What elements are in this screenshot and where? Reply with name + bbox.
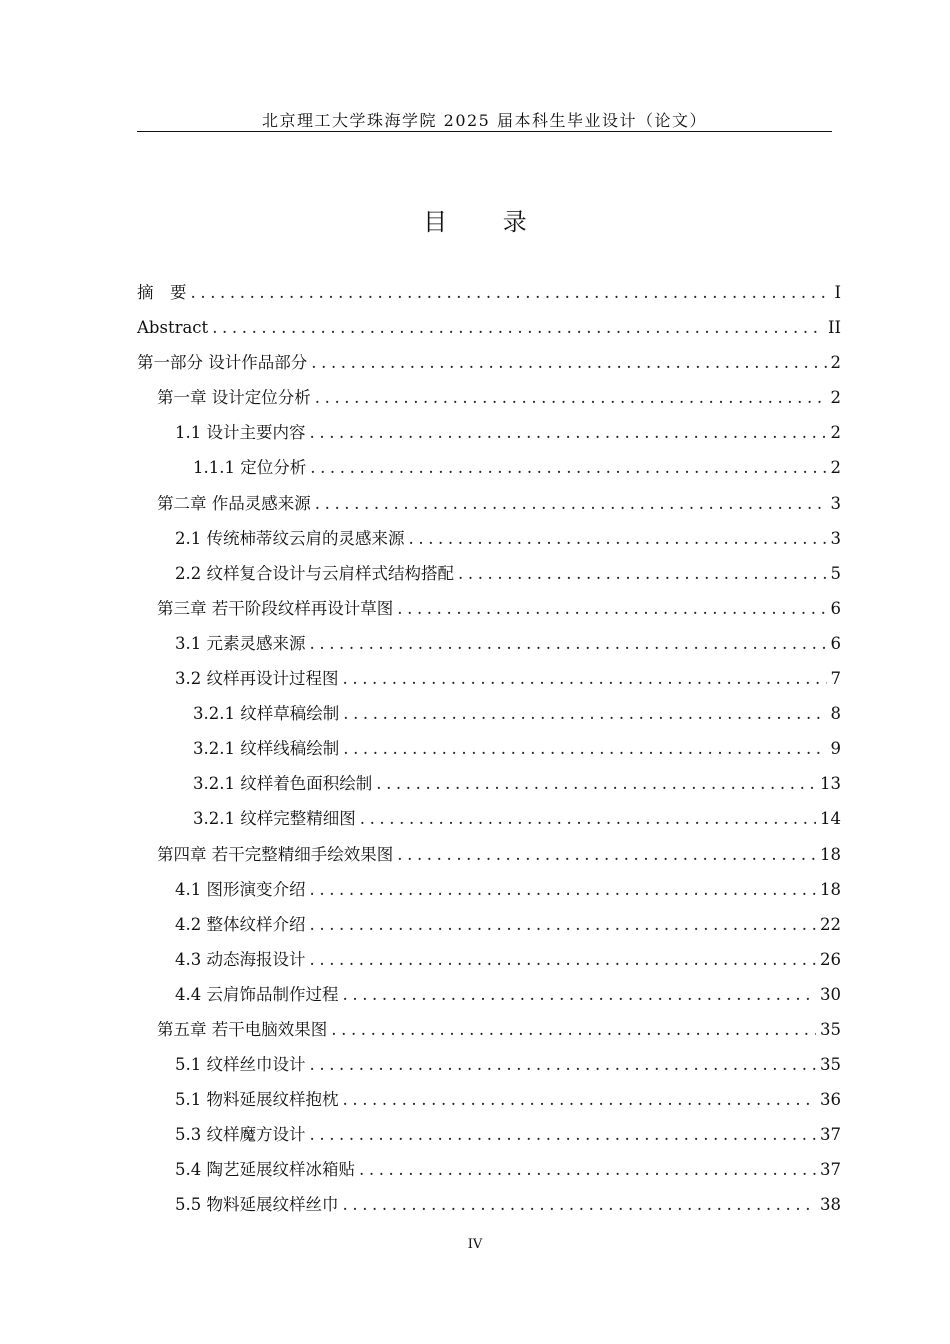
toc-entry-page: 2 xyxy=(830,423,841,443)
toc-entry[interactable] xyxy=(137,386,841,421)
dot-leader xyxy=(458,562,827,586)
toc-entry-page: 35 xyxy=(820,1055,841,1075)
toc-entry-page: 35 xyxy=(820,1019,841,1039)
toc-entry-page: 3 xyxy=(830,528,841,548)
toc-entry-label: 3.2 纹样再设计过程图 xyxy=(175,669,339,689)
toc-entry[interactable] xyxy=(137,281,841,316)
dot-leader xyxy=(409,527,827,551)
dot-leader xyxy=(343,667,827,691)
dot-leader xyxy=(343,1193,817,1217)
dot-leader xyxy=(315,386,827,410)
toc-entry[interactable] xyxy=(137,772,841,807)
toc-entry-label: 2.2 纹样复合设计与云肩样式结构搭配 xyxy=(175,563,454,583)
dot-leader xyxy=(310,1123,817,1147)
toc-entry-label: 3.2.1 纹样完整精细图 xyxy=(193,809,356,829)
toc-entry-label: 第三章 若干阶段纹样再设计草图 xyxy=(157,598,394,618)
header-rule xyxy=(137,131,832,132)
dot-leader xyxy=(310,948,817,972)
toc-entry-label: 4.1 图形演变介绍 xyxy=(175,879,306,899)
page-number: IV xyxy=(467,1237,483,1252)
toc-entry[interactable] xyxy=(137,807,841,842)
toc-entry-label: 第四章 若干完整精细手绘效果图 xyxy=(157,844,394,864)
toc-entry-label: 1.1 设计主要内容 xyxy=(175,423,306,443)
toc-entry[interactable] xyxy=(137,492,841,527)
toc-entry-label: 2.1 传统柿蒂纹云肩的灵感来源 xyxy=(175,528,405,548)
toc-entry-label: 5.4 陶艺延展纹样冰箱贴 xyxy=(175,1160,355,1180)
dot-leader xyxy=(343,983,817,1007)
toc-entry[interactable] xyxy=(137,878,841,913)
dot-leader xyxy=(311,351,826,375)
dot-leader xyxy=(397,843,816,867)
toc-entry-label: 3.2.1 纹样线稿绘制 xyxy=(193,739,340,759)
toc-entry-page: I xyxy=(834,283,841,302)
toc-entry-page: 9 xyxy=(830,739,841,759)
toc-entry-label: 第二章 作品灵感来源 xyxy=(157,493,311,513)
toc-entry-page: 8 xyxy=(830,704,841,724)
toc-entry[interactable] xyxy=(137,562,841,597)
toc-entry[interactable] xyxy=(137,843,841,878)
toc-entry-page: 18 xyxy=(820,844,841,864)
toc-entry[interactable] xyxy=(137,1018,841,1053)
dot-leader xyxy=(310,913,817,937)
toc-entry-page: 5 xyxy=(830,563,841,583)
toc-entry-label: 5.5 物料延展纹样丝巾 xyxy=(175,1195,339,1215)
toc-entry-label: 3.2.1 纹样着色面积绘制 xyxy=(193,774,373,794)
toc-entry-page: 18 xyxy=(820,879,841,899)
toc-entry-page: 30 xyxy=(820,984,841,1004)
toc-entry-label: Abstract xyxy=(137,318,209,338)
toc-entry-page: 7 xyxy=(830,669,841,689)
toc-entry-page: 14 xyxy=(820,809,841,829)
toc-entry[interactable] xyxy=(137,351,841,386)
dot-leader xyxy=(191,281,828,305)
toc-entry-label: 3.1 元素灵感来源 xyxy=(175,633,306,653)
dot-leader xyxy=(397,597,826,621)
toc-entry[interactable] xyxy=(137,1088,841,1123)
toc-entry-label: 5.1 物料延展纹样抱枕 xyxy=(175,1090,339,1110)
toc-entry-label: 5.1 纹样丝巾设计 xyxy=(175,1055,306,1075)
dot-leader xyxy=(343,737,826,761)
toc-entry[interactable] xyxy=(137,632,841,667)
dot-leader xyxy=(310,878,817,902)
toc-entry-page: 38 xyxy=(820,1195,841,1215)
dot-leader xyxy=(310,421,827,445)
dot-leader xyxy=(376,772,816,796)
toc-entry[interactable] xyxy=(137,702,841,737)
toc-entry-page: 3 xyxy=(830,493,841,513)
toc-entry-page: 2 xyxy=(830,353,841,373)
dot-leader xyxy=(359,1158,816,1182)
toc-entry[interactable] xyxy=(137,913,841,948)
toc-entry-label: 摘 要 xyxy=(137,283,187,302)
dot-leader xyxy=(343,1088,817,1112)
running-header: 北京理工大学珠海学院 2025 届本科生毕业设计（论文） xyxy=(262,111,707,130)
dot-leader xyxy=(310,456,826,480)
toc-entry-page: 13 xyxy=(820,774,841,794)
toc-entry[interactable] xyxy=(137,737,841,772)
toc-entry-label: 4.3 动态海报设计 xyxy=(175,949,306,969)
page-title: 目 录 xyxy=(423,208,551,236)
toc-entry[interactable] xyxy=(137,1158,841,1193)
toc-entry[interactable] xyxy=(137,456,841,491)
dot-leader xyxy=(343,702,826,726)
toc-entry-page: 26 xyxy=(820,949,841,969)
dot-leader xyxy=(360,807,816,831)
toc-entry-page: 22 xyxy=(820,914,841,934)
toc-entry-page: 36 xyxy=(820,1090,841,1110)
toc-entry-page: 37 xyxy=(820,1160,841,1180)
toc-entry-label: 4.2 整体纹样介绍 xyxy=(175,914,306,934)
toc-entry[interactable] xyxy=(137,421,841,456)
toc-entry[interactable] xyxy=(137,1053,841,1088)
toc-entry-label: 3.2.1 纹样草稿绘制 xyxy=(193,704,340,724)
toc-entry[interactable] xyxy=(137,983,841,1018)
toc-entry-label: 4.4 云肩饰品制作过程 xyxy=(175,984,339,1004)
toc-entry[interactable] xyxy=(137,1193,841,1228)
toc-entry-label: 第一部分 设计作品部分 xyxy=(137,353,308,373)
toc-entry-label: 5.3 纹样魔方设计 xyxy=(175,1125,306,1145)
dot-leader xyxy=(212,316,824,340)
toc-entry[interactable] xyxy=(137,1123,841,1158)
toc-entry-page: 37 xyxy=(820,1125,841,1145)
dot-leader xyxy=(310,632,827,656)
toc-entry[interactable] xyxy=(137,667,841,702)
toc-entry-page: II xyxy=(827,318,841,338)
toc-entry[interactable] xyxy=(137,316,841,351)
toc-entry[interactable] xyxy=(137,597,841,632)
toc-entry-label: 第一章 设计定位分析 xyxy=(157,388,311,408)
toc-entry-page: 6 xyxy=(830,598,841,618)
toc-entry[interactable] xyxy=(137,527,841,562)
table-of-contents xyxy=(137,281,841,1229)
toc-entry-label: 第五章 若干电脑效果图 xyxy=(157,1019,328,1039)
toc-entry-label: 1.1.1 定位分析 xyxy=(193,458,307,478)
toc-entry-page: 2 xyxy=(830,458,841,478)
toc-entry-page: 6 xyxy=(830,633,841,653)
dot-leader xyxy=(310,1053,817,1077)
toc-entry[interactable] xyxy=(137,948,841,983)
dot-leader xyxy=(315,492,827,516)
toc-entry-page: 2 xyxy=(830,388,841,408)
dot-leader xyxy=(331,1018,816,1042)
